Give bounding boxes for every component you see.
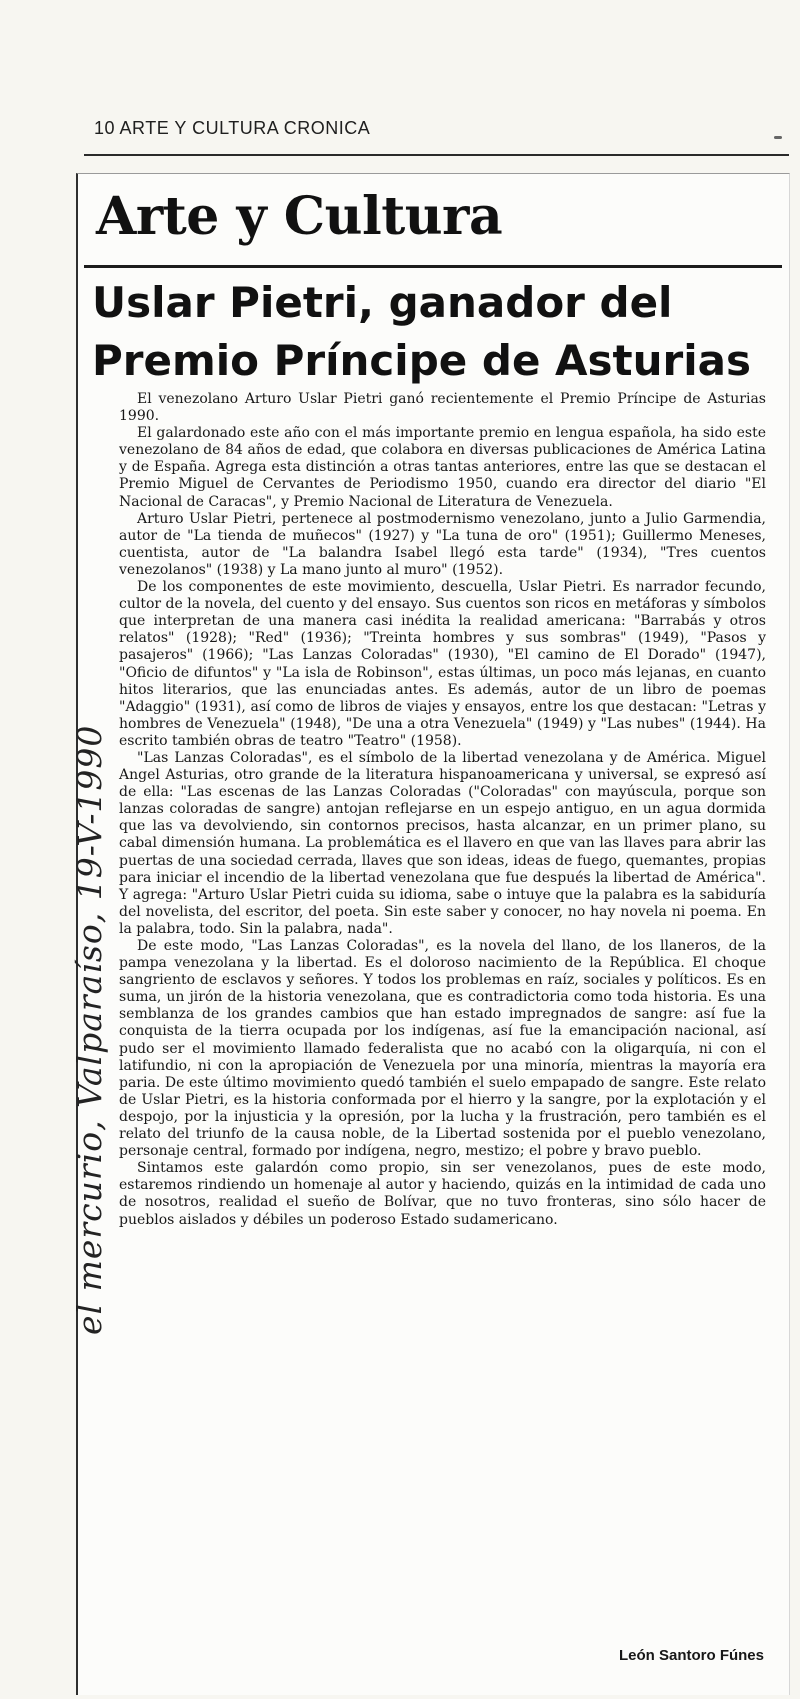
article-paragraph: De este modo, "Las Lanzas Coloradas", es la novela del llano, de los llaneros, de la pampa venezolana y la libertad. Es el doloroso nacimiento de la República. El choque sangriento de esclavos y señores. Y todos los problemas en raíz, sociales y políticos. Es en suma, un jirón de la historia venezolana, que es contradictoria como toda historia. Es una semblanza de los grandes cambios que han estado impregnados de sangre: así fue la conquista de la tierra ocupada por los indígenas, así fue la emancipación nacional, así pudo ser el movimiento llamado federalista que no acabó con la oligarquía, ni con el latifundio, ni con la apropiación de Venezuela por una minoría, mientras la mayoría era paria. De este último movimiento quedó también el suelo empapado de sangre. Este relato de Uslar Pietri, es la historia conformada por el hierro y la sangre, por la explotación y el despojo, por la injusticia y la opresión, por la lucha y la frustración, pero también es el relato del triunfo de la causa noble, de la Libertad sostenida por el pueblo venezolano, personaje central, formado por indígena, negro, mestizo; el pobre y bravo pueblo. <box>119 938 766 1160</box>
article-paragraph: "Las Lanzas Coloradas", es el símbolo de la libertad venezolana y de América. Miguel Angel Asturias, otro grande de la literatura hispanoamericana y universal, se expresó así de ella: "Las escenas de las Lanzas Coloradas ("Coloradas" con mayúscula, porque son lanzas coloradas de sangre) antojan reflejarse en un espejo antiguo, en un agua dormida que las va devolviendo, sin contornos precisos, hasta alcanzar, en un primer plano, su cabal dimensión humana. La problemática es el llavero en que van las llaves para abrir las puertas de una sociedad cerrada, llaves que son ideas, ideas de fuego, quemantes, propias para iniciar el incendio de la libertad venezolana que fue después la libertad de América". Y agrega: "Arturo Uslar Pietri cuida su idioma, sabe o intuye que la palabra es la sabiduría del novelista, del escritor, del poeta. Sin este saber y conocer, no hay novela ni poema. En la palabra, todo. Sin la palabra, nada". <box>119 749 766 937</box>
running-head: 10 ARTE Y CULTURA CRONICA <box>94 118 371 138</box>
article-paragraph: Arturo Uslar Pietri, pertenece al postmodernismo venezolano, junto a Julio Garmendia, autor de "La tienda de muñecos" (1927) y "La tuna de oro" (1951); Guillermo Meneses, cuentista, autor de "La balandra Isabel llegó esta tarde" (1934), "Tres cuentos venezolanos" (1938) y La mano junto al muro" (1952). <box>119 510 766 578</box>
headline-line-2: Premio Príncipe de Asturias <box>92 336 751 385</box>
section-rule <box>84 265 782 268</box>
top-rule <box>84 154 789 156</box>
article-paragraph: Sintamos este galardón como propio, sin ser venezolanos, pues de este modo, estaremos rindiendo un homenaje al autor y haciendo, quizás en la intimidad de cada uno de nosotros, realidad el sueño de Bolívar, que no tuvo fronteras, sino sólo hacer de pueblos aislados y débiles un poderoso Estado sudamericano. <box>119 1160 766 1228</box>
section-title: Arte y Cultura <box>96 186 503 247</box>
article-headline <box>92 274 782 390</box>
article-paragraph: De los componentes de este movimiento, descuella, Uslar Pietri. Es narrador fecundo, cultor de la novela, del cuento y del ensayo. Sus cuentos son ricos en metáforas y símbolos que interpretan de una manera casi inédita la realidad americana: "Barrabás y otros relatos" (1928); "Red" (1936); "Treinta hombres y sus sombras" (1949), "Pasos y pasajeros" (1966); "Las Lanzas Coloradas" (1930), "El camino de El Dorado" (1947), "Oficio de difuntos" y "La isla de Robinson", estas últimas, un poco más lejanas, en cuanto hitos literarios, que las enunciadas antes. Es además, autor de un libro de poemas "Adaggio" (1931), así como de libros de viajes y ensayos, entre los que destacan: "Letras y hombres de Venezuela" (1948), "De una a otra Venezuela" (1949) y "Las nubes" (1944). Ha escrito también obras de teatro "Teatro" (1958). <box>119 579 766 749</box>
article-body <box>119 391 766 1229</box>
article-paragraph: El venezolano Arturo Uslar Pietri ganó recientemente el Premio Príncipe de Asturias 1990. <box>119 391 766 425</box>
headline-line-1: Uslar Pietri, ganador del <box>92 278 673 327</box>
author-signature: León Santoro Fúnes <box>618 1647 764 1664</box>
handwritten-source-note: el mercurio, Valparaíso, 19-V-1990 <box>70 724 109 1335</box>
edge-mark <box>774 136 782 139</box>
article-paragraph: El galardonado este año con el más importante premio en lengua española, ha sido este venezolano de 84 años de edad, que colabora en diversas publicaciones de América Latina y de España. Agrega esta distinción a otras tantas anteriores, entre las que se destacan el Premio Miguel de Cervantes de Periodismo 1950, cuando era director del diario "El Nacional de Caracas", y Premio Nacional de Literatura de Venezuela. <box>119 425 766 510</box>
